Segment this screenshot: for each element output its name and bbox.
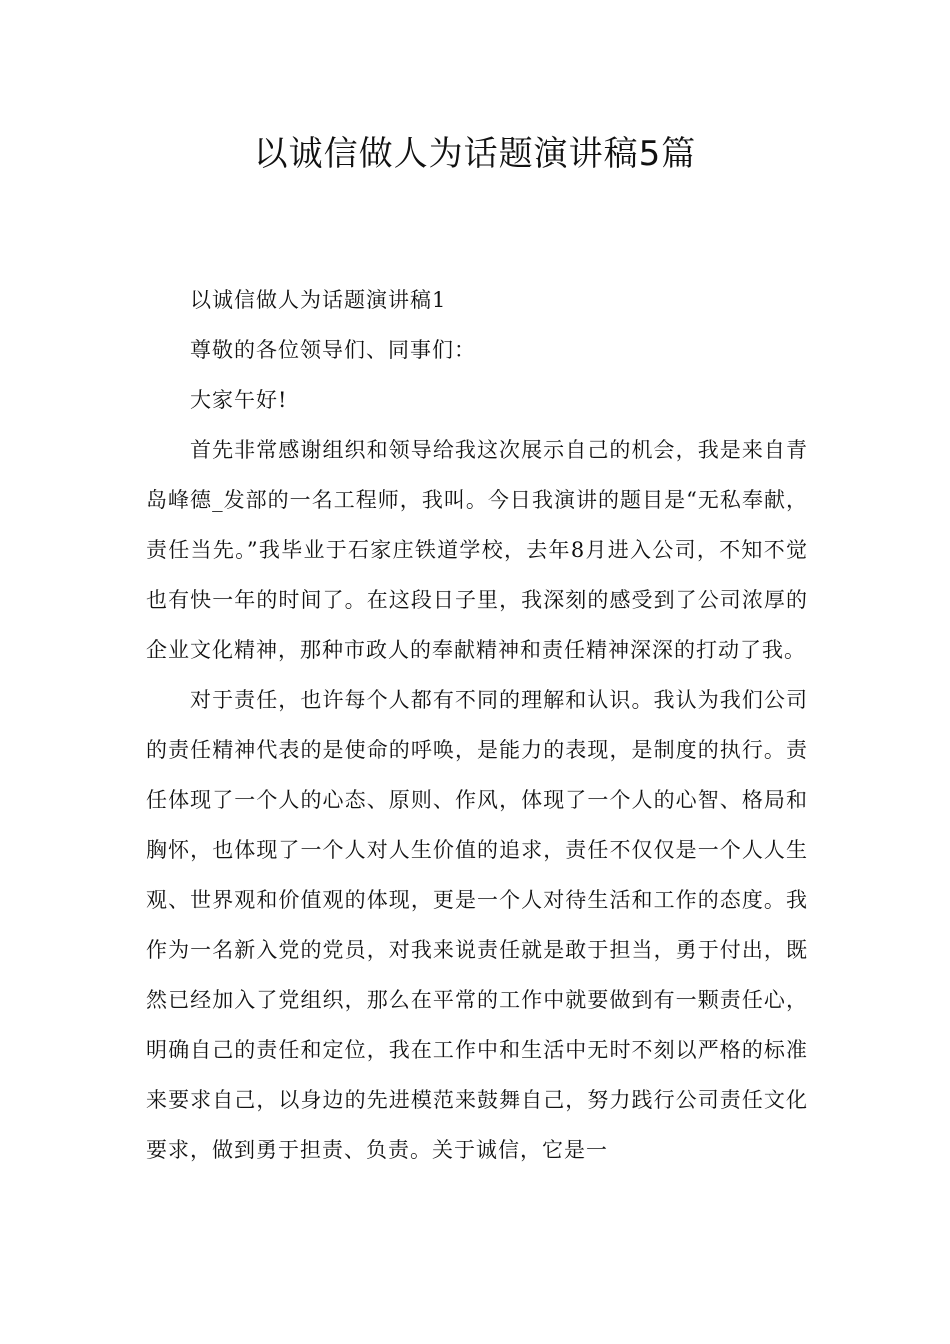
- document-title: 以诚信做人为话题演讲稿5篇: [253, 134, 697, 174]
- document-body: [146, 275, 808, 1175]
- salutation: 尊敬的各位领导们、同事们：: [190, 338, 476, 362]
- paragraph-responsibility: 对于责任，也许每个人都有不同的理解和认识。我认为我们公司的责任精神代表的是使命的呼唤，是能力的表现，是制度的执行。责任体现了一个人的心态、原则、作风，体现了一个人的心智、格局和胸怀，也体现了一个人对人生价值的追求，责任不仅仅是一个人人生观、世界观和价值观的体现，更是一个人对待生活和工作的态度。我作为一名新入党的党员，对我来说责任就是敢于担当，勇于付出，既然已经加入了党组织，那么在平常的工作中就要做到有一颗责任心，明确自己的责任和定位，我在工作中和生活中无时不刻以严格的标准来要求自己，以身边的先进模范来鼓舞自己，努力践行公司责任文化要求，做到勇于担责、负责。关于诚信，它是一: [146, 688, 808, 1162]
- section-heading: 以诚信做人为话题演讲稿1: [190, 288, 447, 312]
- greeting: 大家午好!: [190, 388, 288, 412]
- paragraph-introduction: 首先非常感谢组织和领导给我这次展示自己的机会，我是来自青岛峰德_发部的一名工程师，我叫。今日我演讲的题目是“无私奉献，责任当先。”我毕业于石家庄铁道学校，去年8月进入公司，不知不觉也有快一年的时间了。在这段日子里，我深刻的感受到了公司浓厚的企业文化精神，那种市政人的奉献精神和责任精神深深的打动了我。: [146, 438, 808, 662]
